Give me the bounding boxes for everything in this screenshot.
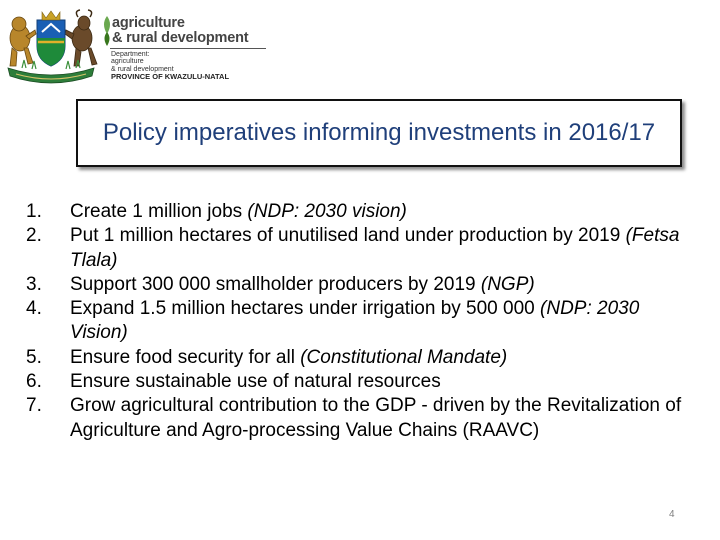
department-name-line1: agriculture <box>111 58 144 66</box>
item-number: 2. <box>26 225 42 247</box>
list-item <box>26 200 698 224</box>
department-logo <box>0 0 280 92</box>
brand-name-line1: agriculture <box>112 15 185 31</box>
department-name-line2: & rural development <box>111 65 174 73</box>
item-text: Ensure sustainable use of natural resources <box>70 371 441 393</box>
list-item <box>26 273 698 297</box>
list-item <box>26 346 698 370</box>
coat-of-arms-icon <box>2 8 100 90</box>
list-item <box>26 224 698 273</box>
item-text: Grow agricultural contribution to the GDP - driven by the Revitalization of Agriculture and Agro-processing Value Chains (RAAVC) <box>70 395 682 441</box>
item-source: (Fetsa Tlala) <box>70 225 680 271</box>
item-text: Create 1 million jobs <box>70 201 248 222</box>
item-source: (Constitutional Mandate) <box>300 346 508 368</box>
province-name: PROVINCE OF KWAZULU-NATAL <box>111 71 230 81</box>
item-text: Ensure food security for all <box>70 346 301 368</box>
item-number: 5. <box>26 346 42 368</box>
title-box <box>76 99 682 167</box>
item-number: 3. <box>26 273 42 295</box>
brand-name-line2: & rural development <box>112 30 249 46</box>
brand-divider <box>110 48 266 49</box>
department-text <box>111 51 271 80</box>
item-number: 7. <box>26 395 42 417</box>
page-number: 4 <box>669 509 675 520</box>
item-number: 6. <box>26 371 42 393</box>
item-source: (NDP: 2030 vision) <box>247 201 407 222</box>
item-source: (NDP: 2030 Vision) <box>70 298 640 344</box>
list-item <box>26 297 698 346</box>
slide-title: Policy imperatives informing investments in 2016/17 <box>102 119 656 146</box>
item-text: Expand 1.5 million hectares under irrigation by 500 000 <box>70 298 541 320</box>
item-number: 4. <box>26 298 42 320</box>
list-item <box>26 394 698 443</box>
item-source: (NGP) <box>480 273 535 295</box>
item-text: Put 1 million hectares of unutilised land under production by 2019 <box>70 225 626 247</box>
item-number: 1. <box>26 201 42 222</box>
department-label: Department: <box>111 51 150 58</box>
item-text: Support 300 000 smallholder producers by 2019 <box>70 273 481 295</box>
policy-list <box>26 200 698 443</box>
list-item <box>26 370 698 394</box>
